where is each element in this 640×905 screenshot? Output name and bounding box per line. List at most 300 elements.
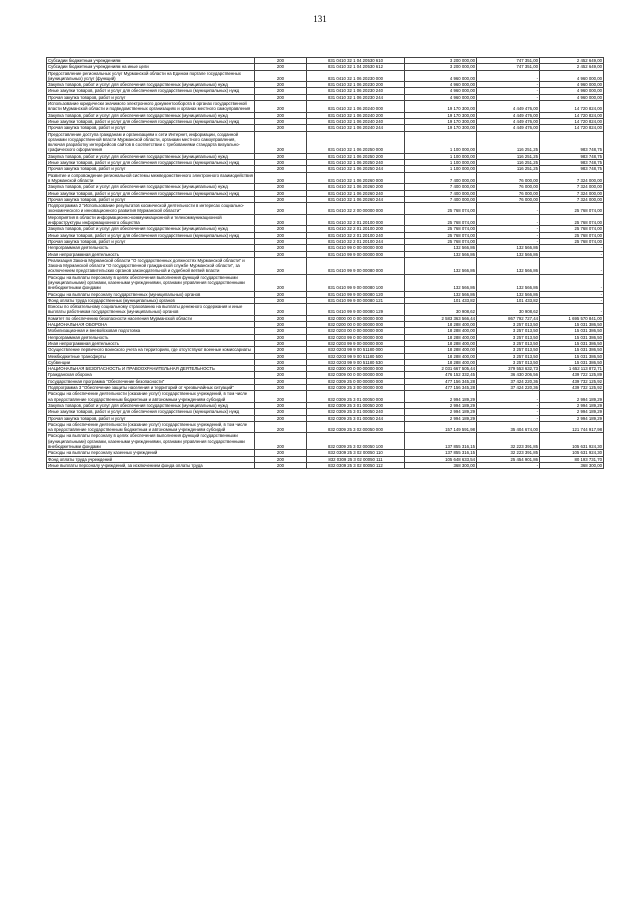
row-code-cell: 200 xyxy=(255,64,307,70)
row-remaining-cell: 1 695 570 841,00 xyxy=(540,315,604,321)
table-row xyxy=(47,462,604,468)
row-kbk-cell: 832 0000 00 0 00 00000 000 xyxy=(307,315,405,321)
row-code-cell: 200 xyxy=(255,251,307,257)
row-name-cell: Реализация Закона Мурманской области "О государственных должностях Мурманской области" и Закона Мурманской области "О государственной гражданской службе Мурманской области", за исключением представительских органов законодательной и судебной ветвей власти xyxy=(47,257,255,274)
row-approved-cell: 137 855 316,15 xyxy=(405,450,477,456)
row-name-cell: Предоставление доступа гражданам и организациям к сети Интернет, информации, созданной органами государственной власти Мурманской области, органами местного самоуправления, включая разработку интерфейсов сайтов в соответствии с требованиями стандарта визуально-графического оформления xyxy=(47,131,255,153)
row-remaining-cell: 14 720 824,00 xyxy=(540,101,604,113)
row-kbk-cell: 832 0309 25 3 01 00050 240 xyxy=(307,409,405,415)
row-executed-cell: 4 449 476,00 xyxy=(477,101,540,113)
row-kbk-cell: 831 0410 32 2 01 20100 240 xyxy=(307,232,405,238)
row-code-cell: 200 xyxy=(255,94,307,100)
row-code-cell: 200 xyxy=(255,297,307,303)
row-code-cell: 200 xyxy=(255,385,307,391)
row-name-cell: Расходы на выплаты персоналу казенных учреждений xyxy=(47,450,255,456)
row-name-cell: Прочая закупка товаров, работ и услуг xyxy=(47,166,255,172)
row-kbk-cell: 831 0410 32 1 04 20530 612 xyxy=(307,64,405,70)
row-kbk-cell: 831 0410 32 1 06 20240 240 xyxy=(307,118,405,124)
row-code-cell: 200 xyxy=(255,190,307,196)
row-kbk-cell: 832 0309 25 3 01 00050 200 xyxy=(307,402,405,408)
row-code-cell: 200 xyxy=(255,257,307,274)
row-approved-cell: 7 400 000,00 xyxy=(405,190,477,196)
row-approved-cell: 1 100 000,00 xyxy=(405,131,477,153)
row-kbk-cell: 831 0410 32 2 00 00000 000 xyxy=(307,203,405,215)
row-code-cell: 200 xyxy=(255,196,307,202)
row-approved-cell: 19 170 300,00 xyxy=(405,101,477,113)
row-name-cell: Мероприятия в области информационно-коммуникационной и телекоммуникационной инфраструктуры информационного общества xyxy=(47,214,255,226)
row-executed-cell: - xyxy=(477,82,540,88)
row-code-cell: 200 xyxy=(255,391,307,403)
table-row xyxy=(47,101,604,113)
row-name-cell: Расходы на выплаты персоналу в целях обеспечения выполнения функций государственными (муниципальными) органами, казенными учреждениями, органами управления государственными внебюджетными фондами xyxy=(47,274,255,291)
row-code-cell: 200 xyxy=(255,160,307,166)
row-executed-cell: 132 566,86 xyxy=(477,291,540,297)
row-approved-cell: 25 768 074,00 xyxy=(405,203,477,215)
row-approved-cell: 18 288 400,00 xyxy=(405,359,477,365)
row-kbk-cell: 832 0309 25 3 01 00050 000 xyxy=(307,391,405,403)
row-name-cell: Прочая закупка товаров, работ и услуг xyxy=(47,94,255,100)
row-remaining-cell: 1 652 113 872,71 xyxy=(540,366,604,372)
row-name-cell: Подпрограмма 3 "Обеспечение защиты населения и территорий от чрезвычайных ситуаций" xyxy=(47,385,255,391)
row-executed-cell: - xyxy=(477,203,540,215)
row-approved-cell: 132 566,86 xyxy=(405,274,477,291)
row-approved-cell: 1 100 000,00 xyxy=(405,153,477,159)
row-approved-cell: 2 994 189,29 xyxy=(405,402,477,408)
row-executed-cell: - xyxy=(477,238,540,244)
row-executed-cell: 25 454 901,86 xyxy=(477,456,540,462)
row-kbk-cell: 832 0309 25 3 02 00050 100 xyxy=(307,433,405,450)
row-kbk-cell: 831 0410 32 1 06 20260 240 xyxy=(307,190,405,196)
row-approved-cell: 157 149 591,98 xyxy=(405,421,477,433)
row-kbk-cell: 831 0410 32 1 06 20250 200 xyxy=(307,153,405,159)
row-remaining-cell: 80 193 731,70 xyxy=(540,456,604,462)
row-approved-cell: 132 566,86 xyxy=(405,245,477,251)
row-executed-cell: 116 251,25 xyxy=(477,166,540,172)
row-approved-cell: 2 994 189,29 xyxy=(405,409,477,415)
row-code-cell: 200 xyxy=(255,232,307,238)
row-remaining-cell: - xyxy=(540,297,604,303)
row-executed-cell: - xyxy=(477,88,540,94)
row-name-cell: Прочая закупка товаров, работ и услуг xyxy=(47,196,255,202)
row-name-cell: Фонд оплаты труда государственных (муниципальных) органов xyxy=(47,297,255,303)
row-approved-cell: 7 400 000,00 xyxy=(405,196,477,202)
row-remaining-cell: - xyxy=(540,291,604,297)
row-remaining-cell: 121 744 917,98 xyxy=(540,421,604,433)
row-kbk-cell: 831 0410 32 1 06 20230 200 xyxy=(307,82,405,88)
row-kbk-cell: 832 0309 25 3 01 00050 244 xyxy=(307,415,405,421)
row-approved-cell: 18 288 400,00 xyxy=(405,347,477,353)
row-name-cell: Иные закупки товаров, работ и услуг для обеспечения государственных (муниципальных) нужд xyxy=(47,190,255,196)
row-remaining-cell: 15 031 386,50 xyxy=(540,359,604,365)
row-code-cell: 200 xyxy=(255,372,307,378)
row-remaining-cell: 2 994 189,29 xyxy=(540,409,604,415)
row-kbk-cell: 832 0203 99 9 00 51180 530 xyxy=(307,359,405,365)
row-approved-cell: 2 994 189,29 xyxy=(405,415,477,421)
row-code-cell: 200 xyxy=(255,433,307,450)
row-code-cell: 200 xyxy=(255,415,307,421)
row-remaining-cell: 439 732 125,92 xyxy=(540,385,604,391)
row-name-cell: Прочая закупка товаров, работ и услуг xyxy=(47,415,255,421)
row-code-cell: 200 xyxy=(255,347,307,353)
row-approved-cell: 4 960 000,00 xyxy=(405,88,477,94)
row-name-cell: Иные закупки товаров, работ и услуг для обеспечения государственных (муниципальных) нужд xyxy=(47,409,255,415)
row-remaining-cell: 25 768 074,00 xyxy=(540,203,604,215)
row-remaining-cell: 105 631 924,30 xyxy=(540,433,604,450)
row-executed-cell: 132 566,86 xyxy=(477,251,540,257)
row-code-cell: 200 xyxy=(255,214,307,226)
row-name-cell: Мобилизационная и вневойсковая подготовка xyxy=(47,328,255,334)
row-approved-cell: 105 648 633,54 xyxy=(405,456,477,462)
row-code-cell: 200 xyxy=(255,353,307,359)
table-row xyxy=(47,257,604,274)
row-code-cell: 200 xyxy=(255,125,307,131)
row-kbk-cell: 832 0203 99 9 00 00000 000 xyxy=(307,340,405,346)
row-code-cell: 200 xyxy=(255,184,307,190)
row-remaining-cell: 15 031 386,50 xyxy=(540,334,604,340)
row-code-cell: 200 xyxy=(255,101,307,113)
row-code-cell: 200 xyxy=(255,462,307,468)
budget-table xyxy=(46,57,604,469)
row-name-cell: Иные закупки товаров, работ и услуг для обеспечения государственных (муниципальных) нужд xyxy=(47,118,255,124)
row-kbk-cell: 831 0410 32 1 06 20250 244 xyxy=(307,166,405,172)
row-remaining-cell: - xyxy=(540,257,604,274)
row-kbk-cell: 831 0410 32 2 01 20100 200 xyxy=(307,226,405,232)
row-approved-cell: 25 768 074,00 xyxy=(405,214,477,226)
row-executed-cell: 132 566,86 xyxy=(477,274,540,291)
row-executed-cell: 3 257 013,50 xyxy=(477,340,540,346)
row-executed-cell: 32 223 391,85 xyxy=(477,450,540,456)
row-approved-cell: 25 768 074,00 xyxy=(405,226,477,232)
row-code-cell: 200 xyxy=(255,88,307,94)
table-row xyxy=(47,131,604,153)
row-name-cell: НАЦИОНАЛЬНАЯ БЕЗОПАСНОСТЬ И ПРАВООХРАНИТЕЛЬНАЯ ДЕЯТЕЛЬНОСТЬ xyxy=(47,366,255,372)
row-kbk-cell: 831 0410 32 1 06 20240 200 xyxy=(307,112,405,118)
row-approved-cell: 2 994 189,29 xyxy=(405,391,477,403)
row-kbk-cell: 832 0203 00 0 00 00000 000 xyxy=(307,328,405,334)
row-executed-cell: 379 553 632,73 xyxy=(477,366,540,372)
row-executed-cell: - xyxy=(477,232,540,238)
row-approved-cell: 477 156 345,28 xyxy=(405,385,477,391)
row-code-cell: 200 xyxy=(255,304,307,316)
row-executed-cell: 3 257 013,50 xyxy=(477,322,540,328)
row-approved-cell: 25 768 074,00 xyxy=(405,232,477,238)
row-kbk-cell: 831 0410 99 9 00 00080 129 xyxy=(307,304,405,316)
row-remaining-cell: 2 994 189,29 xyxy=(540,415,604,421)
row-executed-cell: 37 424 220,36 xyxy=(477,385,540,391)
row-approved-cell: 477 156 345,28 xyxy=(405,378,477,384)
row-approved-cell: 476 152 332,45 xyxy=(405,372,477,378)
row-name-cell: Субсидии бюджетным учреждениям на иные цели xyxy=(47,64,255,70)
row-kbk-cell: 831 0410 99 9 00 00080 000 xyxy=(307,257,405,274)
row-approved-cell: 18 288 400,00 xyxy=(405,328,477,334)
row-remaining-cell: 15 031 386,50 xyxy=(540,328,604,334)
row-executed-cell: - xyxy=(477,94,540,100)
row-code-cell: 200 xyxy=(255,172,307,184)
row-remaining-cell: - xyxy=(540,251,604,257)
row-remaining-cell: 25 768 074,00 xyxy=(540,214,604,226)
row-executed-cell: 3 257 013,50 xyxy=(477,353,540,359)
row-code-cell: 200 xyxy=(255,226,307,232)
row-name-cell: Расходы на обеспечение деятельности (оказание услуг) государственных учреждений, в том числе на предоставление государственным бюджетным и автономным учреждениям субсидий xyxy=(47,391,255,403)
page-number: 131 xyxy=(313,14,327,24)
row-executed-cell: 4 449 476,00 xyxy=(477,112,540,118)
row-kbk-cell: 832 0203 99 9 00 51180 000 xyxy=(307,347,405,353)
row-kbk-cell: 831 0410 32 1 06 20260 200 xyxy=(307,184,405,190)
row-approved-cell: 18 288 400,00 xyxy=(405,334,477,340)
row-remaining-cell: 25 768 074,00 xyxy=(540,232,604,238)
row-kbk-cell: 831 0410 32 1 04 20530 610 xyxy=(307,58,405,64)
row-approved-cell: 4 960 000,00 xyxy=(405,94,477,100)
row-code-cell: 200 xyxy=(255,322,307,328)
row-approved-cell: 3 200 000,00 xyxy=(405,64,477,70)
row-remaining-cell: - xyxy=(540,274,604,291)
row-name-cell: Осуществление первичного воинского учета на территориях, где отсутствуют военные комиссариаты xyxy=(47,347,255,353)
row-approved-cell: 19 170 300,00 xyxy=(405,112,477,118)
row-kbk-cell: 832 0203 99 0 00 00000 000 xyxy=(307,334,405,340)
table-row xyxy=(47,70,604,82)
row-kbk-cell: 831 0410 99 0 00 00000 000 xyxy=(307,245,405,251)
row-remaining-cell: 7 324 000,00 xyxy=(540,184,604,190)
row-code-cell: 200 xyxy=(255,153,307,159)
row-code-cell: 200 xyxy=(255,315,307,321)
row-name-cell: Закупка товаров, работ и услуг для обеспечения государственных (муниципальных) нужд xyxy=(47,112,255,118)
row-kbk-cell: 832 0309 25 3 02 00050 110 xyxy=(307,450,405,456)
row-name-cell: Расходы на выплаты персоналу в целях обеспечения выполнения функций государственными (муниципальными) органами, казенными учреждениями, органами управления государственными внебюджетными фондами xyxy=(47,433,255,450)
row-kbk-cell: 832 0309 25 0 00 00000 000 xyxy=(307,378,405,384)
row-name-cell: Иные закупки товаров, работ и услуг для обеспечения государственных (муниципальных) нужд xyxy=(47,88,255,94)
row-executed-cell: 4 449 476,00 xyxy=(477,118,540,124)
row-code-cell: 200 xyxy=(255,340,307,346)
row-kbk-cell: 831 0410 99 9 00 00080 100 xyxy=(307,274,405,291)
row-code-cell: 200 xyxy=(255,70,307,82)
row-executed-cell: 30 908,62 xyxy=(477,304,540,316)
row-name-cell: Расходы на обеспечение деятельности (оказание услуг) государственных учреждений, в том числе на предоставление государственным бюджетным и автономным учреждениям субсидий xyxy=(47,421,255,433)
row-name-cell: Иные закупки товаров, работ и услуг для обеспечения государственных (муниципальных) нужд xyxy=(47,160,255,166)
row-name-cell: Расходы на выплаты персоналу государственных (муниципальных) органов xyxy=(47,291,255,297)
row-approved-cell: 4 960 000,00 xyxy=(405,82,477,88)
row-remaining-cell: 15 031 386,50 xyxy=(540,353,604,359)
row-remaining-cell: 983 748,75 xyxy=(540,160,604,166)
row-approved-cell: 7 400 000,00 xyxy=(405,172,477,184)
row-kbk-cell: 831 0410 32 2 01 20100 244 xyxy=(307,238,405,244)
row-remaining-cell: 25 768 074,00 xyxy=(540,238,604,244)
row-name-cell: Прочая закупка товаров, работ и услуг xyxy=(47,125,255,131)
row-kbk-cell: 831 0410 99 9 00 00000 000 xyxy=(307,251,405,257)
row-code-cell: 200 xyxy=(255,378,307,384)
row-name-cell: Непрограммная деятельность xyxy=(47,245,255,251)
row-code-cell: 200 xyxy=(255,409,307,415)
row-code-cell: 200 xyxy=(255,166,307,172)
row-code-cell: 200 xyxy=(255,58,307,64)
row-executed-cell: 101 433,82 xyxy=(477,297,540,303)
row-executed-cell: 3 257 013,50 xyxy=(477,347,540,353)
row-remaining-cell: 14 720 824,00 xyxy=(540,125,604,131)
row-remaining-cell: 15 031 386,50 xyxy=(540,340,604,346)
row-executed-cell: 32 223 391,85 xyxy=(477,433,540,450)
row-code-cell: 200 xyxy=(255,291,307,297)
row-remaining-cell: 15 031 386,50 xyxy=(540,347,604,353)
row-name-cell: Закупка товаров, работ и услуг для обеспечения государственных (муниципальных) нужд xyxy=(47,402,255,408)
row-name-cell: Иная непрограммная деятельность xyxy=(47,251,255,257)
row-kbk-cell: 831 0410 32 1 06 20250 240 xyxy=(307,160,405,166)
row-name-cell: Государственная программа "Обеспечение безопасности" xyxy=(47,378,255,384)
row-name-cell: Субвенции xyxy=(47,359,255,365)
row-code-cell: 200 xyxy=(255,450,307,456)
row-approved-cell: 2 583 363 566,44 xyxy=(405,315,477,321)
row-remaining-cell: 15 031 386,50 xyxy=(540,322,604,328)
row-code-cell: 200 xyxy=(255,131,307,153)
row-kbk-cell: 831 0410 99 9 00 00080 120 xyxy=(307,291,405,297)
row-name-cell: Непрограммная деятельность xyxy=(47,334,255,340)
row-executed-cell: - xyxy=(477,462,540,468)
row-executed-cell: 3 257 013,50 xyxy=(477,328,540,334)
row-kbk-cell: 831 0410 32 2 01 20100 000 xyxy=(307,214,405,226)
row-code-cell: 200 xyxy=(255,456,307,462)
row-name-cell: Межбюджетные трансферты xyxy=(47,353,255,359)
budget-table-body xyxy=(47,58,604,469)
row-remaining-cell: 368 300,00 xyxy=(540,462,604,468)
row-code-cell: 200 xyxy=(255,366,307,372)
row-kbk-cell: 832 0309 00 0 00 00000 000 xyxy=(307,372,405,378)
row-remaining-cell: 983 748,75 xyxy=(540,153,604,159)
row-kbk-cell: 831 0410 99 9 00 00080 121 xyxy=(307,297,405,303)
row-name-cell: Закупка товаров, работ и услуг для обеспечения государственных (муниципальных) нужд xyxy=(47,226,255,232)
row-code-cell: 200 xyxy=(255,238,307,244)
row-kbk-cell: 831 0410 32 1 06 20230 240 xyxy=(307,88,405,94)
row-name-cell: Фонд оплаты труда учреждений xyxy=(47,456,255,462)
table-row xyxy=(47,304,604,316)
row-approved-cell: 18 288 400,00 xyxy=(405,340,477,346)
row-kbk-cell: 832 0309 25 3 02 00050 112 xyxy=(307,462,405,468)
row-executed-cell: 3 257 013,50 xyxy=(477,334,540,340)
row-remaining-cell: 439 722 125,89 xyxy=(540,372,604,378)
row-kbk-cell: 832 0309 25 3 02 00050 000 xyxy=(307,421,405,433)
row-approved-cell: 4 960 000,00 xyxy=(405,70,477,82)
row-code-cell: 200 xyxy=(255,245,307,251)
row-executed-cell: 116 251,25 xyxy=(477,131,540,153)
row-name-cell: Взносы по обязательному социальному страхованию на выплаты денежного содержания и иные выплаты работникам государственных (муниципальных) органов xyxy=(47,304,255,316)
row-remaining-cell: 14 720 824,00 xyxy=(540,112,604,118)
row-approved-cell: 7 400 000,00 xyxy=(405,184,477,190)
table-row xyxy=(47,421,604,433)
row-code-cell: 200 xyxy=(255,359,307,365)
row-approved-cell: 30 908,62 xyxy=(405,304,477,316)
row-kbk-cell: 832 0300 00 0 00 00000 000 xyxy=(307,366,405,372)
row-approved-cell: 132 566,86 xyxy=(405,257,477,274)
row-remaining-cell: 4 960 000,00 xyxy=(540,88,604,94)
row-remaining-cell: 7 324 000,00 xyxy=(540,196,604,202)
row-name-cell: Подпрограмма 2 "Использование результатов космической деятельности в интересах социально-экономического и инновационного развития Мурманской области" xyxy=(47,203,255,215)
row-name-cell: Гражданская оборона xyxy=(47,372,255,378)
row-remaining-cell: 2 994 189,29 xyxy=(540,391,604,403)
row-name-cell: Использование юридически значимого электронного документооборота в органах государственной власти Мурманской области и подведомственных организациях и органах местного самоуправления xyxy=(47,101,255,113)
row-kbk-cell: 831 0410 32 1 06 20250 000 xyxy=(307,131,405,153)
row-name-cell: Закупка товаров, работ и услуг для обеспечения государственных (муниципальных) нужд xyxy=(47,82,255,88)
table-row xyxy=(47,433,604,450)
row-executed-cell: 747 351,00 xyxy=(477,58,540,64)
row-approved-cell: 368 300,00 xyxy=(405,462,477,468)
row-approved-cell: 101 433,82 xyxy=(405,297,477,303)
table-row xyxy=(47,203,604,215)
row-approved-cell: 132 566,86 xyxy=(405,291,477,297)
row-executed-cell: 4 449 476,00 xyxy=(477,125,540,131)
row-executed-cell: - xyxy=(477,391,540,403)
row-code-cell: 200 xyxy=(255,328,307,334)
row-remaining-cell: 439 732 125,92 xyxy=(540,378,604,384)
row-code-cell: 200 xyxy=(255,421,307,433)
row-approved-cell: 137 855 316,15 xyxy=(405,433,477,450)
row-executed-cell: - xyxy=(477,409,540,415)
row-kbk-cell: 831 0410 32 1 06 20230 000 xyxy=(307,70,405,82)
row-executed-cell: - xyxy=(477,402,540,408)
row-remaining-cell: - xyxy=(540,304,604,316)
row-executed-cell: 747 351,00 xyxy=(477,64,540,70)
row-remaining-cell: 2 452 649,00 xyxy=(540,64,604,70)
row-remaining-cell: 7 324 000,00 xyxy=(540,172,604,184)
row-kbk-cell: 831 0410 32 1 06 20240 000 xyxy=(307,101,405,113)
table-row xyxy=(47,214,604,226)
row-approved-cell: 18 288 400,00 xyxy=(405,322,477,328)
row-executed-cell: 3 257 013,50 xyxy=(477,359,540,365)
row-approved-cell: 2 031 667 505,44 xyxy=(405,366,477,372)
row-approved-cell: 18 288 400,00 xyxy=(405,353,477,359)
row-executed-cell: 132 566,86 xyxy=(477,245,540,251)
table-row xyxy=(47,391,604,403)
row-kbk-cell: 832 0200 00 0 00 00000 000 xyxy=(307,322,405,328)
row-name-cell: Иные закупки товаров, работ и услуг для обеспечения государственных (муниципальных) нужд xyxy=(47,232,255,238)
row-code-cell: 200 xyxy=(255,82,307,88)
row-code-cell: 200 xyxy=(255,112,307,118)
table-row xyxy=(47,172,604,184)
row-executed-cell: 76 000,00 xyxy=(477,190,540,196)
row-name-cell: Закупка товаров, работ и услуг для обеспечения государственных (муниципальных) нужд xyxy=(47,184,255,190)
row-executed-cell: 36 430 206,56 xyxy=(477,372,540,378)
row-executed-cell: 132 566,86 xyxy=(477,257,540,274)
row-kbk-cell: 832 0203 99 9 00 51180 500 xyxy=(307,353,405,359)
row-code-cell: 200 xyxy=(255,274,307,291)
row-approved-cell: 1 100 000,00 xyxy=(405,160,477,166)
row-remaining-cell: 2 994 189,29 xyxy=(540,402,604,408)
row-kbk-cell: 832 0309 25 3 02 00050 111 xyxy=(307,456,405,462)
row-executed-cell: 116 251,25 xyxy=(477,153,540,159)
row-approved-cell: 19 170 300,00 xyxy=(405,118,477,124)
row-name-cell: Иная непрограммная деятельность xyxy=(47,340,255,346)
row-code-cell: 200 xyxy=(255,402,307,408)
row-executed-cell: - xyxy=(477,70,540,82)
row-remaining-cell: 983 748,75 xyxy=(540,131,604,153)
row-executed-cell: 76 000,00 xyxy=(477,184,540,190)
row-code-cell: 200 xyxy=(255,203,307,215)
row-remaining-cell: 2 452 649,00 xyxy=(540,58,604,64)
row-kbk-cell: 831 0410 32 1 06 20260 244 xyxy=(307,196,405,202)
row-executed-cell: 37 424 220,36 xyxy=(477,378,540,384)
row-executed-cell: 35 404 674,00 xyxy=(477,421,540,433)
row-kbk-cell: 831 0410 32 1 06 20260 000 xyxy=(307,172,405,184)
row-executed-cell: - xyxy=(477,415,540,421)
row-remaining-cell: 105 631 924,30 xyxy=(540,450,604,456)
row-name-cell: Предоставление региональных услуг Мурманской области на Едином портале государственных (муниципальных) услуг (функций) xyxy=(47,70,255,82)
row-name-cell: Комитет по обеспечению безопасности населения Мурманской области xyxy=(47,315,255,321)
row-code-cell: 200 xyxy=(255,334,307,340)
row-remaining-cell: 4 960 000,00 xyxy=(540,70,604,82)
row-name-cell: Развитие и сопровождение региональной системы межведомственного электронного взаимодействия в Мурманской области xyxy=(48,172,253,183)
row-code-cell: 200 xyxy=(255,118,307,124)
table-row xyxy=(47,274,604,291)
row-remaining-cell: 14 720 824,00 xyxy=(540,118,604,124)
row-remaining-cell: 4 960 000,00 xyxy=(540,94,604,100)
row-approved-cell: 132 566,86 xyxy=(405,251,477,257)
row-remaining-cell: 983 748,75 xyxy=(540,166,604,172)
